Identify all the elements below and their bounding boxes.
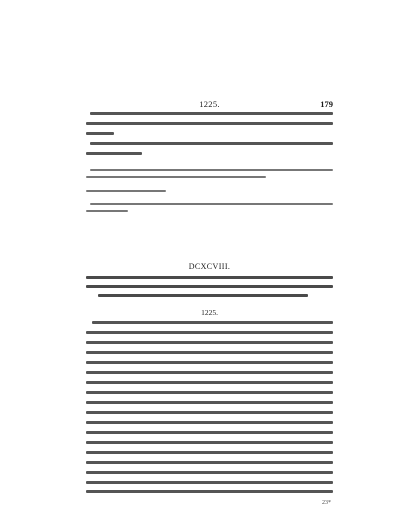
footnotes <box>86 203 333 221</box>
document-summary <box>86 276 333 302</box>
document-year: 1225. <box>201 308 218 317</box>
running-header <box>86 99 333 109</box>
variant-note <box>86 190 333 195</box>
document-number: DCXCVIII. <box>188 262 231 271</box>
previous-charter-conclusion <box>86 112 333 156</box>
header-year: 1225. <box>199 99 220 109</box>
manuscript-note <box>86 169 333 187</box>
page-number: 179 <box>320 99 333 109</box>
printer-signature: 23* <box>322 500 331 506</box>
charter-text <box>86 321 333 493</box>
